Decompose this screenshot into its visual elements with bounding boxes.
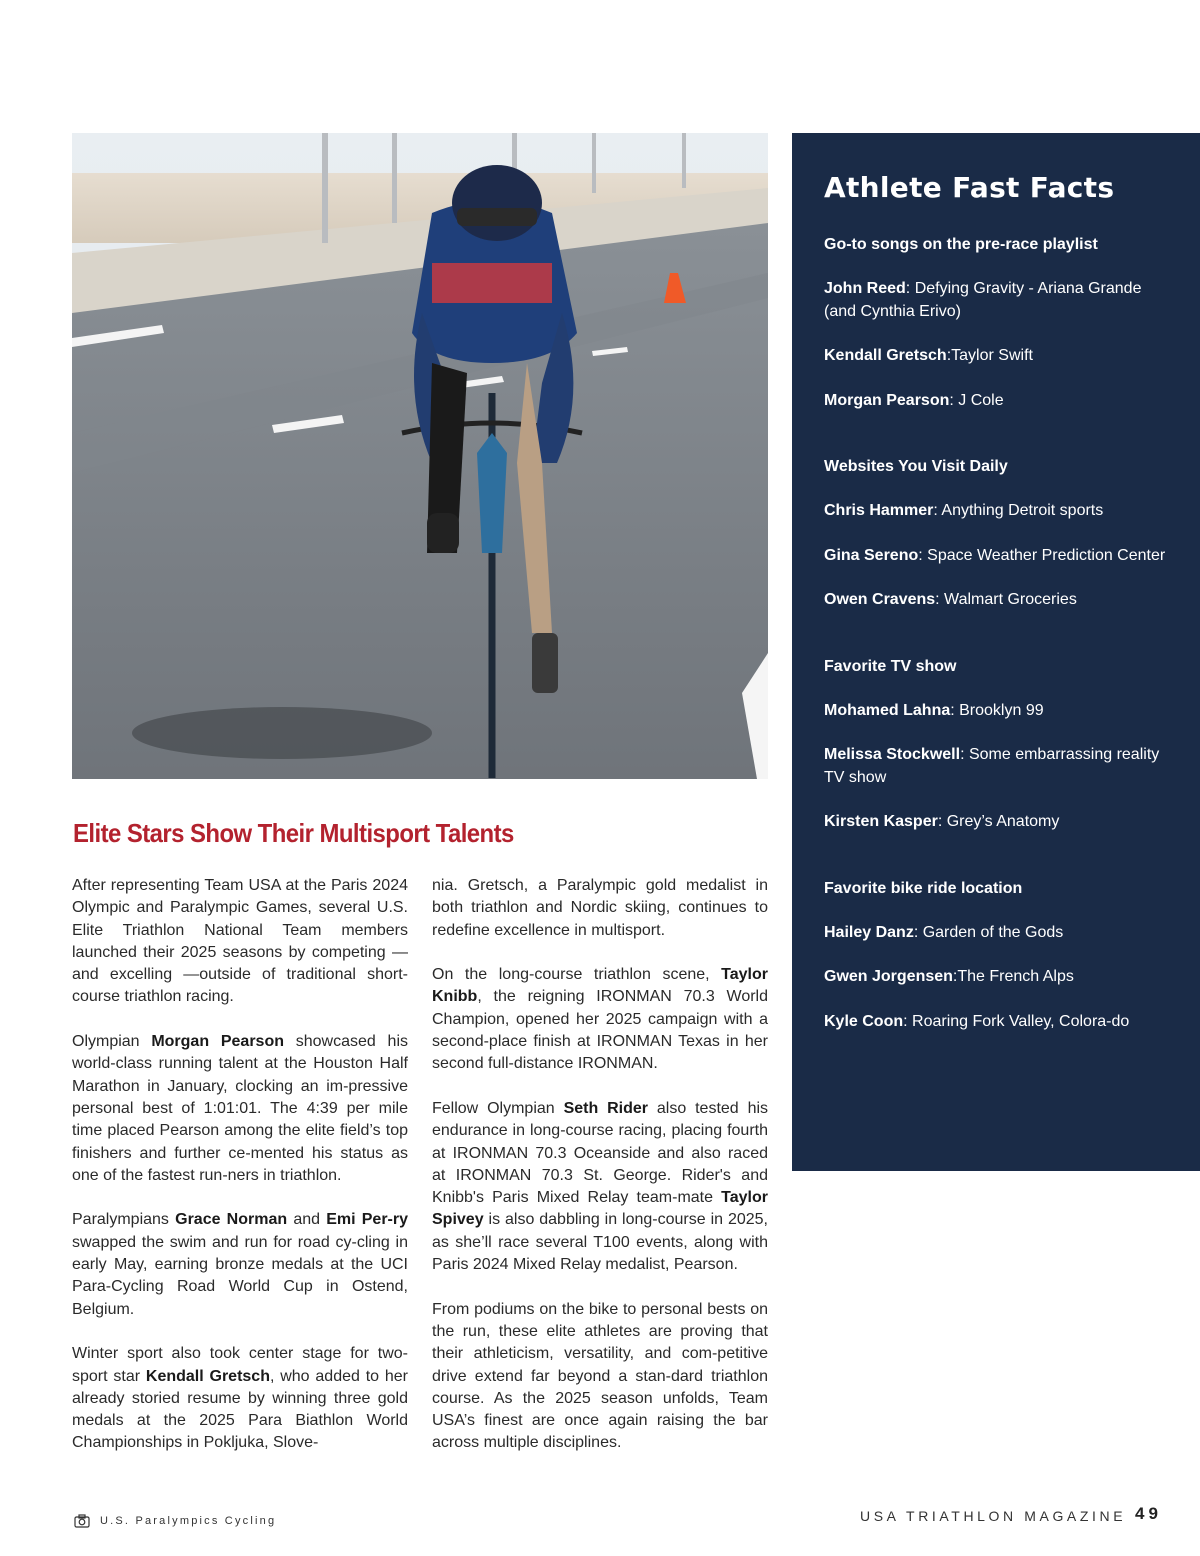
fact-group-heading: Favorite bike ride location [824, 879, 1023, 897]
fact-item [824, 390, 1168, 413]
athlete-name: Kendall Gretsch [824, 347, 947, 364]
fact-group [824, 656, 1168, 834]
athlete-name: Mohamed Lahna [824, 701, 951, 719]
athlete-name: Gwen Jorgensen [824, 968, 953, 985]
athlete-name-bold: Morgan Pearson [151, 1033, 284, 1051]
fact-value: Some embarrassing reality TV show [824, 746, 1160, 786]
fact-value: J Cole [953, 391, 1004, 409]
text-run: also tested his endurance in long-course racing, placing fourth at IRONMAN 70.3 Oceanside and also raced at IRONMAN 70.3 St. George. Rider's and Knibb's Paris Mixed Relay team-mate [432, 1099, 769, 1207]
text-run: , who added to her already storied resume by winning three gold medals at the 2025 Para Biathlon World Championships in Pokljuka, Slove- [72, 1367, 408, 1452]
fact-separator: : [918, 546, 923, 564]
fact-item [824, 500, 1168, 523]
fact-item [824, 345, 1168, 368]
text-run: On the long-course triathlon scene, [432, 966, 722, 984]
cyclist-image [72, 133, 768, 779]
fact-item [824, 922, 1168, 945]
article-paragraph [432, 875, 768, 942]
fact-value: Defying Gravity - Ariana Grande (and Cynthia Erivo) [824, 280, 1142, 320]
article-paragraph [72, 1209, 408, 1320]
fact-group [824, 234, 1168, 412]
fact-value: The French Alps [957, 968, 1074, 985]
text-run: From podiums on the bike to personal bests on the run, these elite athletes are proving that their athleticism, versatility, and com-petitive drive extend far beyond a stan-dard triathlon course. As the 2025 season unfolds, Team USA’s finest are once again raising the bar across multiple disciplines. [432, 1300, 768, 1452]
article-paragraph [72, 875, 408, 1009]
text-run: and [287, 1211, 327, 1229]
article-paragraph [432, 1098, 768, 1276]
fact-separator: : [935, 591, 940, 608]
fact-item [824, 278, 1168, 323]
article-column-2 [432, 875, 768, 1477]
fact-separator: : [933, 502, 938, 519]
athlete-name: Kyle Coon [824, 1012, 904, 1030]
fact-value: Space Weather Prediction Center [922, 546, 1166, 564]
article-paragraph [432, 1299, 768, 1455]
athlete-name-bold: Emi Per-ry [326, 1211, 409, 1229]
fact-separator: : [960, 746, 965, 763]
athlete-name: Gina Sereno [824, 546, 919, 564]
article-column-1 [72, 875, 408, 1477]
fact-separator: : [903, 1012, 908, 1030]
athlete-name: Hailey Danz [824, 923, 914, 941]
athlete-name-bold: Grace Norman [175, 1211, 288, 1229]
sidebar-title: Athlete Fast Facts [824, 171, 1115, 204]
article-paragraph [72, 1031, 408, 1187]
photo-credit-text: U.S. Paralympics Cycling [100, 1515, 277, 1527]
text-run: Paralympians [72, 1211, 176, 1229]
text-run: After representing Team USA at the Paris 2024 Olympic and Paralympic Games, several U.S. Elite Triathlon National Team members launched their 2025 seasons by competing —and excelling —outside of traditional short-course triathlon racing. [72, 877, 408, 1006]
text-run: , the reigning IRONMAN 70.3 World Champion, opened her 2025 campaign with a second-place finish at IRONMAN Texas in her second full-distance IRONMAN. [432, 988, 768, 1073]
text-run: Olympian [72, 1033, 152, 1051]
athlete-name: Kirsten Kasper [824, 813, 938, 830]
athlete-name-bold: Seth Rider [563, 1099, 649, 1117]
text-run: swapped the swim and run for road cy-cling in early May, earning bronze medals at the UCI Para-Cycling Road World Cup in Ostend, Belgium. [72, 1233, 408, 1318]
fact-separator: : [937, 813, 943, 830]
fact-item [824, 744, 1168, 789]
fact-separator: : [949, 391, 954, 409]
fact-group [824, 878, 1168, 1034]
photo-credit [74, 1514, 276, 1528]
fact-item [824, 1011, 1168, 1034]
fact-groups [824, 234, 1168, 1033]
athlete-name-bold: Taylor Knibb [432, 966, 768, 1006]
fact-item [824, 811, 1168, 834]
fact-separator: : [950, 701, 955, 719]
text-run: Winter sport also took center stage for two-sport star [72, 1345, 408, 1385]
athlete-name: Chris Hammer [824, 502, 934, 519]
fact-group-heading: Favorite TV show [824, 657, 957, 675]
athlete-name: Melissa Stockwell [824, 746, 961, 763]
fact-item [824, 966, 1168, 989]
page-number: 49 [1135, 1504, 1162, 1523]
article-headline: Elite Stars Show Their Multisport Talents [73, 818, 514, 848]
fact-value: Roaring Fork Valley, Colora-do [907, 1012, 1130, 1030]
fact-group-heading: Websites You Visit Daily [824, 458, 1008, 475]
text-run: nia. Gretsch, a Paralympic gold medalist in both triathlon and Nordic skiing, continues to redefine excellence in multisport. [432, 877, 768, 939]
article-paragraph [432, 964, 768, 1075]
athlete-name-bold: Taylor Spivey [432, 1189, 768, 1229]
fact-item [824, 545, 1168, 568]
article-paragraph [72, 1343, 408, 1454]
fact-separator: : [913, 923, 919, 941]
athlete-name: Owen Cravens [824, 591, 936, 608]
text-run: Fellow Olympian [432, 1099, 564, 1117]
athlete-name-bold: Kendall Gretsch [145, 1367, 270, 1385]
fact-item [824, 700, 1168, 723]
fact-value: Grey’s Anatomy [942, 813, 1060, 830]
athlete-fast-facts-panel [792, 133, 1200, 1171]
fact-separator: : [905, 280, 911, 297]
athlete-name: John Reed [824, 280, 906, 297]
fact-value: Taylor Swift [951, 347, 1033, 364]
fact-separator: : [952, 968, 958, 985]
fact-group-heading: Go-to songs on the pre-race playlist [824, 236, 1098, 253]
text-run: showcased his world-class running talent at the Houston Half Marathon in January, clocking an im-pressive personal best of 1:01:01. The 4:39 per mile time placed Pearson among the elite field’s top finishers and further ce-mented his status as one of the fastest run-ners in triathlon. [72, 1033, 408, 1184]
magazine-name: USA TRIATHLON MAGAZINE [860, 1508, 1127, 1524]
fact-value: Anything Detroit sports [937, 502, 1104, 519]
camera-icon [74, 1514, 90, 1528]
fact-value: Walmart Groceries [939, 591, 1077, 608]
fact-item [824, 589, 1168, 612]
fact-group [824, 456, 1168, 612]
fact-value: Brooklyn 99 [954, 701, 1044, 719]
fact-value: Garden of the Gods [918, 923, 1064, 941]
text-run: is also dabbling in long-course in 2025, as she’ll race several T100 events, along with Paris 2024 Mixed Relay medalist, Pearson. [432, 1211, 768, 1274]
athlete-name: Morgan Pearson [824, 391, 950, 409]
athlete-photo [72, 133, 768, 779]
fact-separator: : [946, 347, 952, 364]
